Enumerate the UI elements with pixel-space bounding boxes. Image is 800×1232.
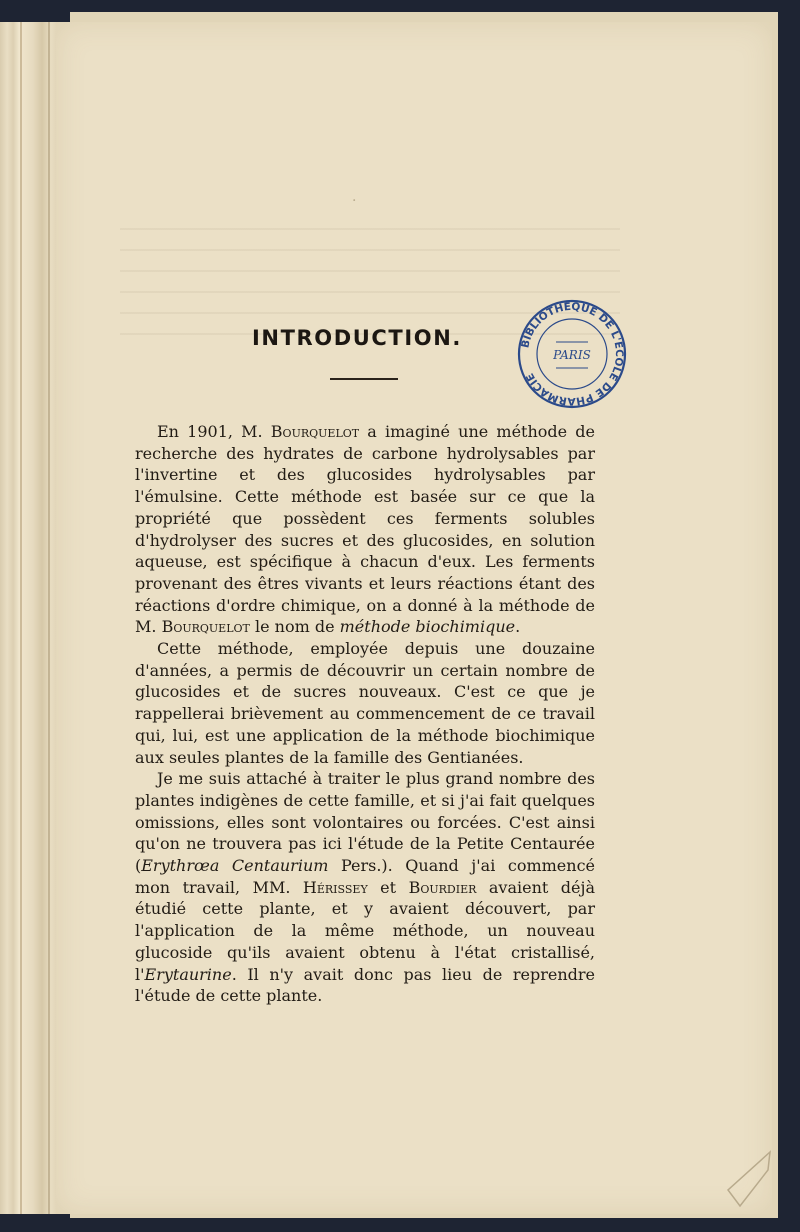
italic-term: Erytaurine xyxy=(144,964,232,984)
paragraph xyxy=(135,421,595,638)
text-run: avaient déjà étudié cette plante, et y avaient découvert, par l'application de la même méthode, un nouveau glucoside qu'ils avaient obtenu à l'état cristallisé, l' xyxy=(135,877,596,984)
author-name: Bourdier xyxy=(408,877,477,897)
paragraph xyxy=(135,768,595,1007)
text-run: Cette méthode, employée depuis une douzaine d'années, a permis de découvrir un certain nombre de glucosides et de sucres nouveaux. C'est ce que je rappellerai brièvement au commencement de ce travail qui, lui, est une application de la méthode biochimique aux seules plantes de la famille des Gentianées. xyxy=(135,639,595,767)
book-gutter xyxy=(0,22,60,1214)
stamp-center-text: PARIS xyxy=(553,348,591,362)
page-mark: · xyxy=(352,193,357,209)
stamp-ring-textpath: BIBLIOTHÈQUE DE L'ÉCOLE DE PHARMACIE xyxy=(519,300,626,408)
text-run: . Il n'y avait donc pas lieu de reprendre l'étude de cette plante. xyxy=(135,964,595,1006)
text-run: . xyxy=(515,617,521,637)
italic-term: Erythrœa Centaurium xyxy=(141,856,329,876)
title-rule xyxy=(330,378,398,380)
body-text xyxy=(135,421,595,1007)
text-run: Pers.). Quand j'ai commencé mon travail, MM. xyxy=(135,856,595,897)
text-run: et xyxy=(367,877,409,897)
text-run: a imaginé une méthode de recherche des hydrates de carbone hydrolysables par l'invertine et des glucosides hydrolysables par l'émulsine. Cette méthode est basée sur ce que la propriété que possèdent ces ferments solubles d'hydrolyser des sucres et des glucosides, en solution aqueuse, est spécifique à chacun d'eux. Les ferments provenant des êtres vivants et leurs réactions étant des réactions d'ordre chimique, on a donné à la méthode de M. xyxy=(135,422,596,637)
author-name: Hérissey xyxy=(302,877,368,897)
text-run: le nom de xyxy=(249,617,340,637)
author-name: Bourquelot xyxy=(161,617,250,637)
gutter-fold xyxy=(20,22,22,1214)
page-corner-fold xyxy=(724,1150,774,1210)
text-run: Je me suis attaché à traiter le plus grand nombre des plantes indigènes de cette famille, et si j'ai fait quelques omissions, elles sont volontaires ou forcées. C'est ainsi qu'on ne trouvera pas ici l'étude de la Petite Centaurée ( xyxy=(135,769,595,876)
text-run: En 1901, M. xyxy=(157,422,271,441)
library-stamp xyxy=(516,298,628,410)
gutter-fold xyxy=(48,22,50,1214)
italic-term: méthode biochimique xyxy=(339,617,516,637)
author-name: Bourquelot xyxy=(270,422,360,441)
paragraph xyxy=(135,638,595,768)
section-title: INTRODUCTION. xyxy=(252,326,462,350)
